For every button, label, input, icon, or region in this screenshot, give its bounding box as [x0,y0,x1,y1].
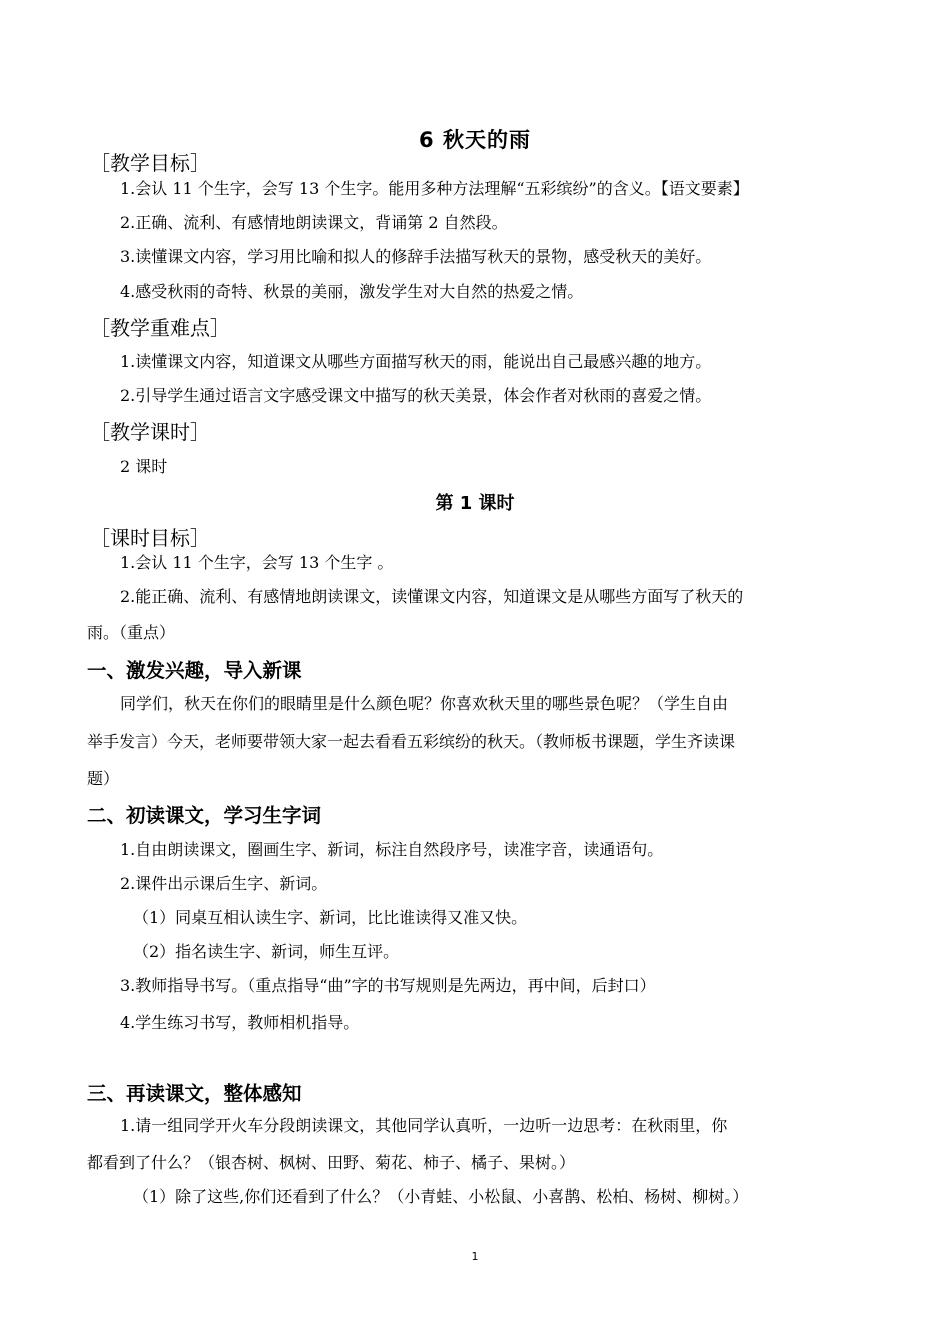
section-2-item-4: （2）指名读生字、新词，师生互评。 [133,942,400,961]
lesson-objective-2-cont: 雨。（重点） [87,623,176,642]
section-1-heading: 一、激发兴趣，导入新课 [87,659,302,682]
section-1-line-2: 举手发言）今天，老师要带领大家一起去看看五彩缤纷的秋天。（教师板书课题，学生齐读课 [87,732,736,751]
section-2-item-3: （1）同桌互相认读生字、新词，比比谁读得又准又快。 [133,908,528,927]
section-1-line-3: 题） [87,769,120,788]
lesson-objective-1: 1.会认 11 个生字，会写 13 个生字 。 [120,553,394,572]
objective-4: 4.感受秋雨的奇特、秋景的美丽，激发学生对大自然的热爱之情。 [120,282,584,301]
lesson-objectives-header: ［课时目标］ [90,526,210,550]
objective-2: 2.正确、流利、有感情地朗读课文，背诵第 2 自然段。 [120,213,508,232]
section-3-line-2: 都看到了什么？（银杏树、枫树、田野、菊花、柿子、橘子、果树。） [87,1153,576,1172]
page-number: 1 [471,1250,479,1263]
section-2-item-2: 2.课件出示课后生字、新词。 [120,874,328,893]
section-3-line-3: （1）除了这些,你们还看到了什么？（小青蛙、小松鼠、小喜鹊、松柏、杨树、柳树。） [133,1187,749,1206]
page-title: 6 秋天的雨 [419,128,531,152]
lesson-objective-2: 2.能正确、流利、有感情地朗读课文，读懂课文内容，知道课文是从哪些方面写了秋天的 [120,587,744,606]
objective-1: 1.会认 11 个生字，会写 13 个生字。能用多种方法理解“五彩缤纷”的含义。【语文要素】 [120,179,749,198]
lesson-title: 第 1 课时 [435,493,515,514]
section-3-heading: 三、再读课文，整体感知 [87,1082,302,1105]
key-point-2: 2.引导学生通过语言文字感受课文中描写的秋天美景，体会作者对秋雨的喜爱之情。 [120,386,712,405]
section-2-heading: 二、初读课文，学习生字词 [87,804,322,827]
objective-3: 3.读懂课文内容，学习用比喻和拟人的修辞手法描写秋天的景物，感受秋天的美好。 [120,247,712,266]
key-point-1: 1.读懂课文内容，知道课文从哪些方面描写秋天的雨，能说出自己最感兴趣的地方。 [120,352,712,371]
section-2-item-6: 4.学生练习书写，教师相机指导。 [120,1013,360,1032]
section-2-item-1: 1.自由朗读课文，圈画生字、新词，标注自然段序号，读准字音，读通语句。 [120,840,664,859]
section-1-line-1: 同学们，秋天在你们的眼睛里是什么颜色呢？你喜欢秋天里的哪些景色呢？（学生自由 [120,694,729,713]
hours-value: 2 课时 [120,457,168,476]
objectives-header: ［教学目标］ [90,151,210,175]
key-points-header: ［教学重难点］ [90,316,230,340]
section-3-line-1: 1.请一组同学开火车分段朗读课文，其他同学认真听，一边听一边思考：在秋雨里，你 [120,1116,728,1135]
section-2-item-5: 3.教师指导书写。（重点指导“曲”字的书写规则是先两边，再中间，后封口） [120,976,656,995]
hours-header: ［教学课时］ [90,420,210,444]
